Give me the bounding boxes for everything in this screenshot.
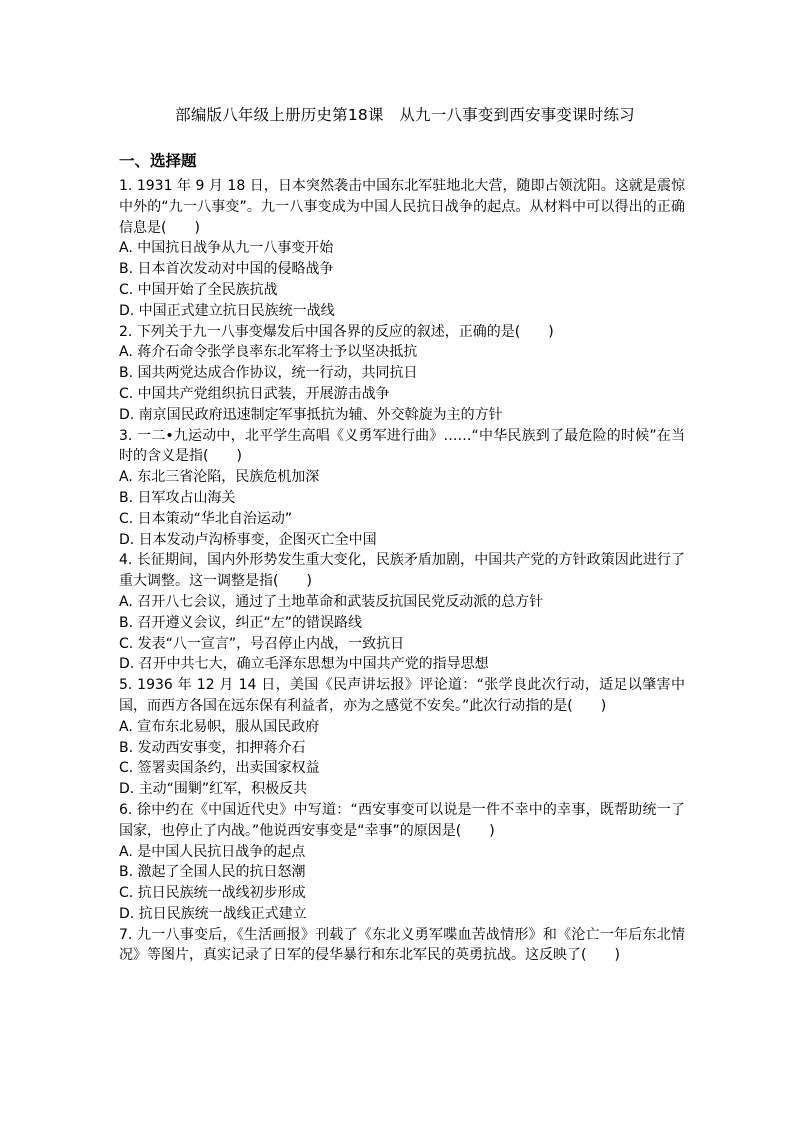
option-a: A. 宣布东北易帜，服从国民政府 [119, 718, 320, 735]
option-d: D. 抗日民族统一战线正式建立 [119, 905, 307, 922]
option-c: C. 抗日民族统一战线初步形成 [119, 885, 306, 902]
question-stem: 4. 长征期间，国内外形势发生重大变化，民族矛盾加剧，中国共产党的方针政策因此进行了重大调整。这一调整是指( ) [119, 552, 685, 590]
question-4 [119, 550, 685, 675]
question-stem: 1. 1931 年 9 月 18 日，日本突然袭击中国东北军驻地北大营，随即占领沈阳。这就是震惊中外的“九一八事变”。九一八事变成为中国人民抗日战争的起点。从材料中可以得出的正确信息是( ) [119, 178, 685, 236]
document-page [119, 104, 685, 966]
question-stem: 5. 1936 年 12 月 14 日，美国《民声讲坛报》评论道：“张学良此次行动，适足以肇害中国，而西方各国在远东保有利益者，亦为之感觉不安矣。”此次行动指的是( ) [119, 677, 685, 714]
question-2 [119, 322, 685, 426]
option-c: C. 发表“八一宣言”，号召停止内战，一致抗日 [119, 635, 405, 652]
option-c: C. 签署卖国条约，出卖国家权益 [119, 760, 320, 777]
option-b: B. 国共两党达成合作协议，统一行动，共同抗日 [119, 365, 418, 382]
option-c: C. 日本策动“华北自治运动” [119, 510, 293, 527]
section-heading: 一、选择题 [119, 152, 197, 170]
question-1 [119, 176, 685, 322]
option-b: B. 日军攻占山海关 [119, 489, 236, 506]
page-title: 部编版八年级上册历史第18课 从九一八事变到西安事变课时练习 [175, 106, 635, 124]
question-stem: 2. 下列关于九一八事变爆发后中国各界的反应的叙述，正确的是( ) [119, 323, 554, 340]
option-b: B. 激起了全国人民的抗日怒潮 [119, 864, 306, 881]
option-d: D. 南京国民政府迅速制定军事抵抗为辅、外交斡旋为主的方针 [119, 406, 503, 423]
option-b: B. 召开遵义会议，纠正“左”的错误路线 [119, 614, 363, 631]
option-a: A. 中国抗日战争从九一八事变开始 [119, 240, 334, 257]
option-d: D. 中国正式建立抗日民族统一战线 [119, 302, 335, 319]
option-d: D. 主动“围剿”红军，积极反共 [119, 781, 308, 798]
option-a: A. 召开八七会议，通过了土地革命和武装反抗国民党反动派的总方针 [119, 593, 544, 610]
option-a: A. 东北三省沦陷，民族危机加深 [119, 469, 320, 486]
option-d: D. 日本发动卢沟桥事变，企图灭亡全中国 [119, 531, 377, 548]
option-c: C. 中国共产党组织抗日武装，开展游击战争 [119, 385, 390, 402]
question-stem: 3. 一二•九运动中，北平学生高唱《义勇军进行曲》……“中华民族到了最危险的时候”在当时的含义是指( ) [119, 427, 685, 465]
question-6 [119, 800, 685, 925]
option-b: B. 发动西安事变，扣押蒋介石 [119, 739, 306, 756]
question-5 [119, 675, 685, 800]
option-b: B. 日本首次发动对中国的侵略战争 [119, 261, 334, 278]
question-3 [119, 426, 685, 551]
option-a: A. 是中国人民抗日战争的起点 [119, 843, 306, 860]
option-a: A. 蒋介石命令张学良率东北军将士予以坚决抵抗 [119, 344, 418, 361]
question-stem: 7. 九一八事变后，《生活画报》刊载了《东北义勇军喋血苦战情形》和《沦亡一年后东北情况》等图片，真实记录了日军的侵华暴行和东北军民的英勇抗战。这反映了( ) [119, 926, 685, 964]
option-c: C. 中国开始了全民族抗战 [119, 281, 278, 298]
question-stem: 6. 徐中约在《中国近代史》中写道：“西安事变可以说是一件不幸中的幸事，既帮助统一了国家，也停止了内战。”他说西安事变是“幸事”的原因是( ) [119, 801, 685, 839]
option-d: D. 召开中共七大，确立毛泽东思想为中国共产党的指导思想 [119, 656, 489, 673]
question-7 [119, 925, 685, 967]
